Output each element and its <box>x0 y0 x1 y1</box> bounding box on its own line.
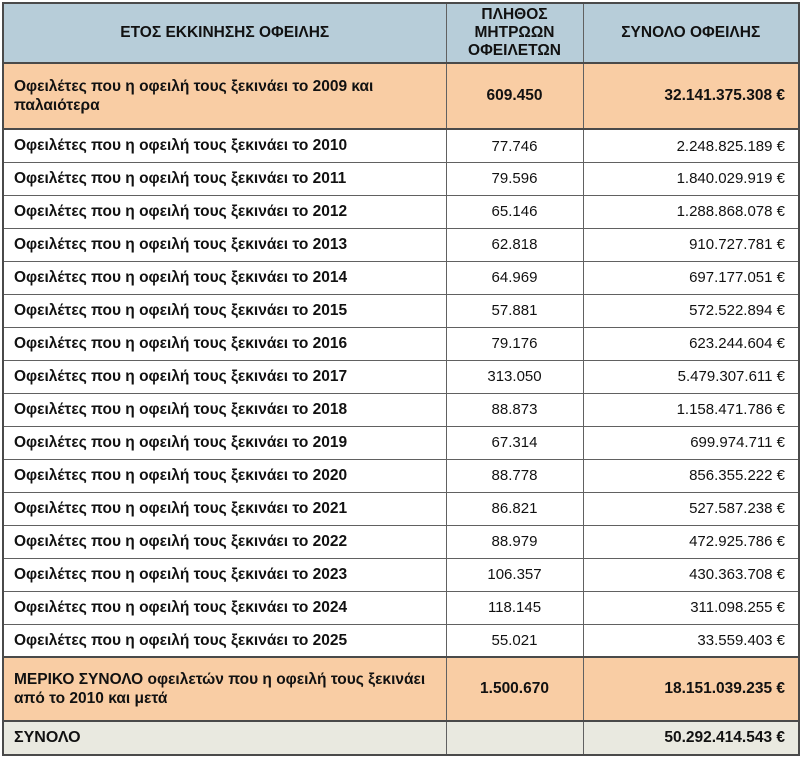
debtor-count <box>446 721 583 755</box>
debtor-count: 609.450 <box>446 63 583 129</box>
debt-year-label: Οφειλέτες που η οφειλή τους ξεκινάει το 2015 <box>3 294 446 327</box>
table-body <box>3 63 799 755</box>
table-row <box>3 426 799 459</box>
debtor-count: 77.746 <box>446 129 583 162</box>
debt-total: 1.158.471.786 € <box>583 393 799 426</box>
table-row <box>3 195 799 228</box>
debt-year-label: Οφειλέτες που η οφειλή τους ξεκινάει το 2017 <box>3 360 446 393</box>
header-debt-total: ΣΥΝΟΛΟ ΟΦΕΙΛΗΣ <box>583 3 799 63</box>
debt-total: 623.244.604 € <box>583 327 799 360</box>
header-debt-start-year: ΕΤΟΣ ΕΚΚΙΝΗΣΗΣ ΟΦΕΙΛΗΣ <box>3 3 446 63</box>
debt-total: 910.727.781 € <box>583 228 799 261</box>
debt-year-label: Οφειλέτες που η οφειλή τους ξεκινάει το 2016 <box>3 327 446 360</box>
debt-year-label: Οφειλέτες που η οφειλή τους ξεκινάει το 2018 <box>3 393 446 426</box>
debt-total: 1.288.868.078 € <box>583 195 799 228</box>
debtor-count: 1.500.670 <box>446 657 583 721</box>
table-row <box>3 525 799 558</box>
debt-total: 5.479.307.611 € <box>583 360 799 393</box>
debtor-count: 118.145 <box>446 591 583 624</box>
debtor-count: 65.146 <box>446 195 583 228</box>
table-row <box>3 657 799 721</box>
debt-total: 527.587.238 € <box>583 492 799 525</box>
debt-year-label: Οφειλέτες που η οφειλή τους ξεκινάει το 2013 <box>3 228 446 261</box>
table-row <box>3 261 799 294</box>
debt-total: 856.355.222 € <box>583 459 799 492</box>
debt-year-label: Οφειλέτες που η οφειλή τους ξεκινάει το 2025 <box>3 624 446 657</box>
debt-year-label: ΣΥΝΟΛΟ <box>3 721 446 755</box>
debt-year-label: Οφειλέτες που η οφειλή τους ξεκινάει το 2009 και παλαιότερα <box>3 63 446 129</box>
debt-total: 50.292.414.543 € <box>583 721 799 755</box>
table-row <box>3 360 799 393</box>
debtor-count: 88.873 <box>446 393 583 426</box>
table-row <box>3 393 799 426</box>
table-row <box>3 591 799 624</box>
debtor-count: 62.818 <box>446 228 583 261</box>
debt-total: 32.141.375.308 € <box>583 63 799 129</box>
debt-table <box>2 2 800 756</box>
table-row <box>3 721 799 755</box>
debt-total: 472.925.786 € <box>583 525 799 558</box>
debt-total: 1.840.029.919 € <box>583 162 799 195</box>
debt-year-label: Οφειλέτες που η οφειλή τους ξεκινάει το 2024 <box>3 591 446 624</box>
debt-year-label: ΜΕΡΙΚΟ ΣΥΝΟΛΟ οφειλετών που η οφειλή τους ξεκινάει από το 2010 και μετά <box>3 657 446 721</box>
debtor-count: 79.596 <box>446 162 583 195</box>
debtor-count: 79.176 <box>446 327 583 360</box>
debt-year-label: Οφειλέτες που η οφειλή τους ξεκινάει το 2012 <box>3 195 446 228</box>
debt-year-label: Οφειλέτες που η οφειλή τους ξεκινάει το 2022 <box>3 525 446 558</box>
table-row <box>3 129 799 162</box>
debtor-count: 313.050 <box>446 360 583 393</box>
debtor-count: 55.021 <box>446 624 583 657</box>
header-debtor-registry-count: ΠΛΗΘΟΣ ΜΗΤΡΩΩΝ ΟΦΕΙΛΕΤΩΝ <box>446 3 583 63</box>
debtor-count: 57.881 <box>446 294 583 327</box>
debt-year-label: Οφειλέτες που η οφειλή τους ξεκινάει το 2020 <box>3 459 446 492</box>
debtor-count: 106.357 <box>446 558 583 591</box>
debt-year-label: Οφειλέτες που η οφειλή τους ξεκινάει το 2023 <box>3 558 446 591</box>
debt-total: 311.098.255 € <box>583 591 799 624</box>
debtor-count: 86.821 <box>446 492 583 525</box>
debt-total: 572.522.894 € <box>583 294 799 327</box>
debt-year-label: Οφειλέτες που η οφειλή τους ξεκινάει το 2010 <box>3 129 446 162</box>
table-row <box>3 624 799 657</box>
debt-year-label: Οφειλέτες που η οφειλή τους ξεκινάει το 2021 <box>3 492 446 525</box>
table-row <box>3 162 799 195</box>
table-row <box>3 459 799 492</box>
debt-year-label: Οφειλέτες που η οφειλή τους ξεκινάει το 2014 <box>3 261 446 294</box>
debt-total: 33.559.403 € <box>583 624 799 657</box>
debtor-count: 88.979 <box>446 525 583 558</box>
debt-total: 2.248.825.189 € <box>583 129 799 162</box>
debt-total: 18.151.039.235 € <box>583 657 799 721</box>
debt-year-label: Οφειλέτες που η οφειλή τους ξεκινάει το 2019 <box>3 426 446 459</box>
table-row <box>3 294 799 327</box>
debt-total: 430.363.708 € <box>583 558 799 591</box>
header-row <box>3 3 799 63</box>
debt-total: 697.177.051 € <box>583 261 799 294</box>
debt-year-label: Οφειλέτες που η οφειλή τους ξεκινάει το 2011 <box>3 162 446 195</box>
debt-total: 699.974.711 € <box>583 426 799 459</box>
debtor-count: 64.969 <box>446 261 583 294</box>
table-row <box>3 327 799 360</box>
table-row <box>3 63 799 129</box>
table-row <box>3 492 799 525</box>
table-row <box>3 558 799 591</box>
table-row <box>3 228 799 261</box>
debtor-count: 88.778 <box>446 459 583 492</box>
debtor-count: 67.314 <box>446 426 583 459</box>
